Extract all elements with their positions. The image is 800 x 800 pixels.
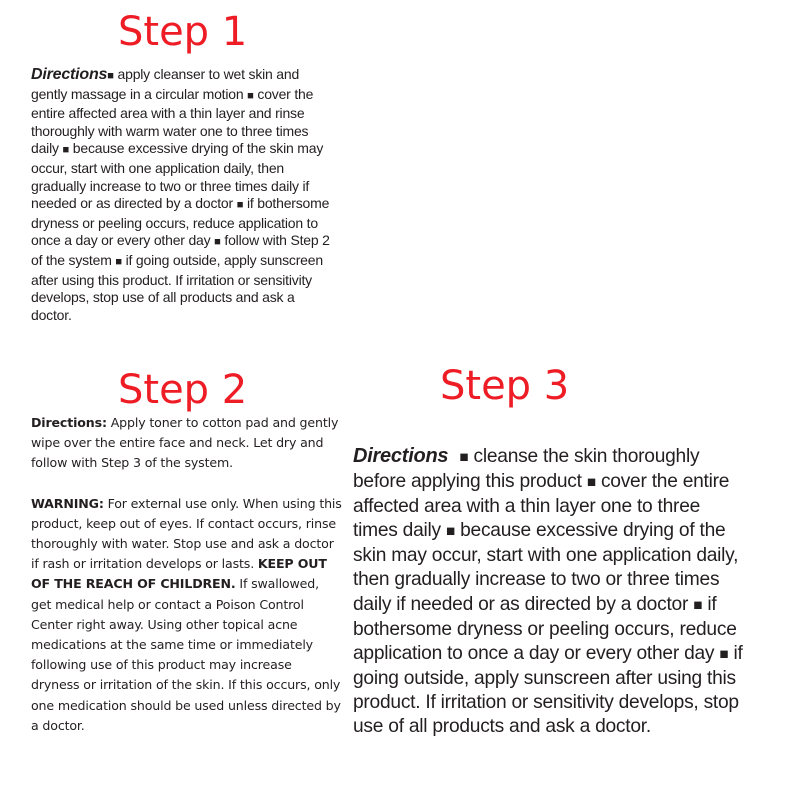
step-2-directions-label: Directions: xyxy=(31,415,107,430)
step-3-directions-label: Directions xyxy=(353,445,449,467)
step-1-item: apply cleanser to wet skin and gently massage in a circular motion xyxy=(31,66,300,102)
step-2-title: Step 2 xyxy=(118,367,248,413)
step-2-directions xyxy=(31,413,343,736)
step-2-directions-paragraph xyxy=(31,413,343,474)
step-1-title: Step 1 xyxy=(118,9,248,55)
bullet-icon: ■ xyxy=(115,255,122,268)
step-2-keep-out-text: KEEP OUT OF THE REACH OF CHILDREN. xyxy=(31,556,327,592)
step-2-warning-text: For external use only. When using this product, keep out of eyes. If contact occurs, rinse thoroughly with water. Stop use and ask a doctor if rash or irritation develops or lasts. xyxy=(31,495,342,572)
step-3-item: cleanse the skin thoroughly before applying this product xyxy=(353,446,700,493)
bullet-icon: ■ xyxy=(719,645,729,663)
step-3-item: if going outside, apply sunscreen after using this product. If irritation or sensitivity develops, stop use of all products and ask a doctor. xyxy=(353,642,743,738)
step-1-item: follow with Step 2 of the system xyxy=(31,232,330,268)
step-3-item: cover the entire affected area with a thin layer one to three times daily xyxy=(353,471,730,542)
step-1-directions-label: Directions xyxy=(31,66,108,83)
bullet-icon: ■ xyxy=(236,199,244,212)
step-2-directions-text: Apply toner to cotton pad and gently wipe over the entire face and neck. Let dry and follow with Step 3 of the system. xyxy=(31,415,339,471)
step-2-warning-paragraph xyxy=(31,494,343,736)
step-3-item: if bothersome dryness or peeling occurs, reduce application to once a day or every other day xyxy=(353,593,737,664)
bullet-icon: ■ xyxy=(247,89,254,102)
step-3-directions xyxy=(353,444,748,739)
bullet-icon: ■ xyxy=(445,523,456,541)
bullet-icon: ■ xyxy=(214,236,221,249)
bullet-icon: ■ xyxy=(459,449,469,466)
bullet-icon: ■ xyxy=(693,596,703,614)
bullet-icon: ■ xyxy=(586,474,596,492)
step-1-item: cover the entire affected area with a thin layer and rinse thoroughly with warm water one to three times daily xyxy=(31,85,314,157)
step-3-item: because excessive drying of the skin may occur, start with one application daily, then gradually increase to two or three times daily if needed or as directed by a doctor xyxy=(353,520,739,615)
step-2-warning-text-2: If swallowed, get medical help or contact a Poison Control Center right away. Using other topical acne medications at the same time or immediately following use of this product may increase dryness or irritation of the skin. If this occurs, only one medication should be used unless directed by a doctor. xyxy=(31,576,341,733)
step-3-title: Step 3 xyxy=(440,363,570,409)
step-2-warning-label: WARNING: xyxy=(31,495,104,511)
step-1-item: if bothersome dryness or peeling occurs, reduce application to once a day or every other day xyxy=(31,195,330,249)
bullet-icon: ■ xyxy=(107,70,114,82)
step-1-directions xyxy=(31,66,331,324)
step-1-item: if going outside, apply sunscreen after using this product. If irritation or sensitivity develops, stop use of all products and ask a doctor. xyxy=(31,251,323,323)
bullet-icon: ■ xyxy=(62,144,70,157)
step-1-item: because excessive drying of the skin may occur, start with one application daily, then gradually increase to two or three times daily if needed or as directed by a doctor xyxy=(31,140,324,212)
